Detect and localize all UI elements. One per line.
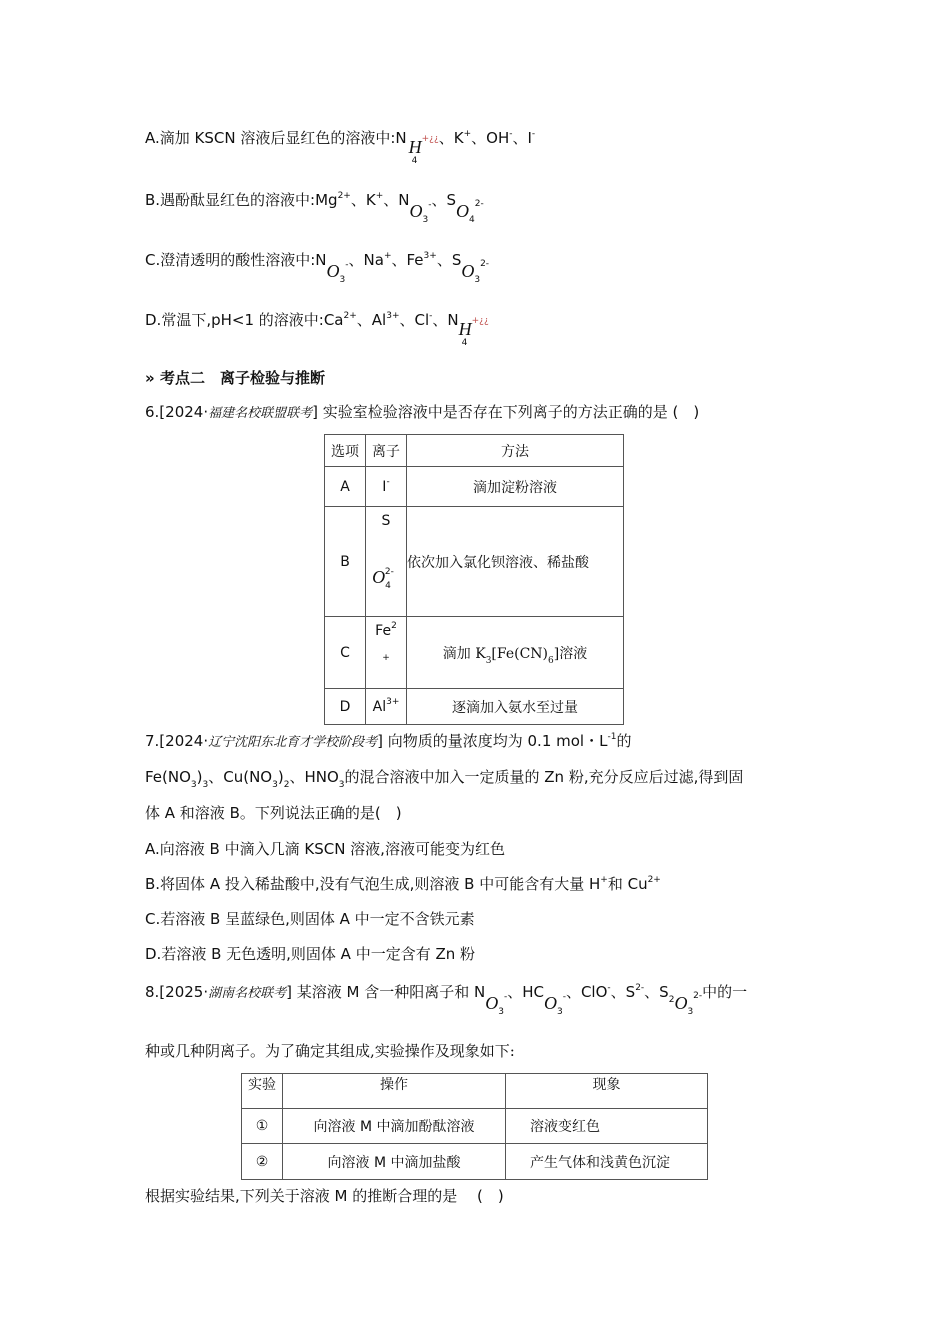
question-6: 6.[2024·福建名校联盟联考] 实验室检验溶液中是否存在下列离子的方法正确的是 ( ) xyxy=(145,403,700,421)
table-row: D $Al^{3+}$ 逐滴加入氨水至过量 xyxy=(325,689,624,725)
q7-option-b: B.将固体 A 投入稀盐酸中,没有气泡生成,则溶液 B 中可能含有大量 H+和 $Cu^{2+}$ xyxy=(145,875,661,893)
table-row: ① 向溶液 M 中滴加酚酞溶液 溶液变红色 xyxy=(242,1109,708,1144)
q5-option-d: D.常温下,pH<1 的溶液中$:Ca^{2+}$、$Al^{3+}$、Cl-、NH 4 +¿¿ xyxy=(145,311,489,348)
table-header-row xyxy=(325,435,624,467)
table-row: C $Fe^2$ + 滴加 $K_3[Fe(CN)_6]$溶液 xyxy=(325,617,624,689)
header-cell: 操作 xyxy=(283,1074,506,1109)
q8-question-text: 根据实验结果,下列关于溶液 M 的推断合理的是 ( ) xyxy=(145,1187,504,1205)
header-cell: 现象 xyxy=(506,1074,708,1109)
table-row: A I- 滴加淀粉溶液 xyxy=(325,467,624,507)
q7-line-3: 体 A 和溶液 B。下列说法正确的是( ) xyxy=(145,804,402,822)
q8-table xyxy=(241,1073,708,1180)
q8-source: 湖南名校联考 xyxy=(208,986,287,1001)
section-arrow-icon: » xyxy=(145,369,155,387)
q5-option-c: C.澄清透明的酸性溶液中$:NO_3-$、Na+、$Fe^{3+}$、$SO_32-$ xyxy=(145,251,490,285)
q7-line-2: $Fe(NO_3)_3$、$Cu(NO_3)_2$、$HNO_3$的混合溶液中加入一定质量的 Zn 粉,充分反应后过滤,得到固 xyxy=(145,768,744,790)
question-8: 8.[2025·湖南名校联考] 某溶液 M 含一种阳离子和 $NO_3-$、$HCO_3-$、ClO-、$S^{2-}$、$S_2O_32-$中的一 xyxy=(145,983,748,1017)
table-row: B S $O_4^{2-}$ 依次加入氯化钡溶液、稀盐酸 xyxy=(325,507,624,617)
q6-table xyxy=(324,434,624,725)
q5-option-a: A.滴加 KSCN 溶液后显红色的溶液中:N H 4 +¿¿、K+、OH-、I- xyxy=(145,129,536,166)
q5-a-text: A.滴加 KSCN 溶液后显红色的溶液中:N xyxy=(145,129,407,147)
q5-option-b: B.遇酚酞显红色的溶液中$:Mg^{2+}$、K+、$NO_3-$、$SO_42-$ xyxy=(145,191,484,225)
q7-option-a: A.向溶液 B 中滴入几滴 KSCN 溶液,溶液可能变为红色 xyxy=(145,840,505,858)
section-title: 考点二 离子检验与推断 xyxy=(159,369,325,387)
table-row: ② 向溶液 M 中滴加盐酸 产生气体和浅黄色沉淀 xyxy=(242,1144,708,1180)
header-cell: 选项 xyxy=(325,435,366,467)
q8-line-2: 种或几种阴离子。为了确定其组成,实验操作及现象如下: xyxy=(145,1042,515,1060)
header-cell: 离子 xyxy=(366,435,407,467)
header-cell: 实验 xyxy=(242,1074,283,1109)
q7-source: 辽宁沈阳东北育才学校阶段考 xyxy=(208,735,378,750)
table-header-row xyxy=(242,1074,708,1109)
q6-source: 福建名校联盟联考 xyxy=(208,406,313,421)
header-cell: 方法 xyxy=(407,435,624,467)
q7-option-c: C.若溶液 B 呈蓝绿色,则固体 A 中一定不含铁元素 xyxy=(145,910,475,928)
section-heading xyxy=(145,368,325,388)
question-7: 7.[2024·辽宁沈阳东北育才学校阶段考] 向物质的量浓度均为 0.1 mol・$L^{-1}$的 xyxy=(145,732,632,750)
q7-option-d: D.若溶液 B 无色透明,则固体 A 中一定含有 Zn 粉 xyxy=(145,945,476,963)
